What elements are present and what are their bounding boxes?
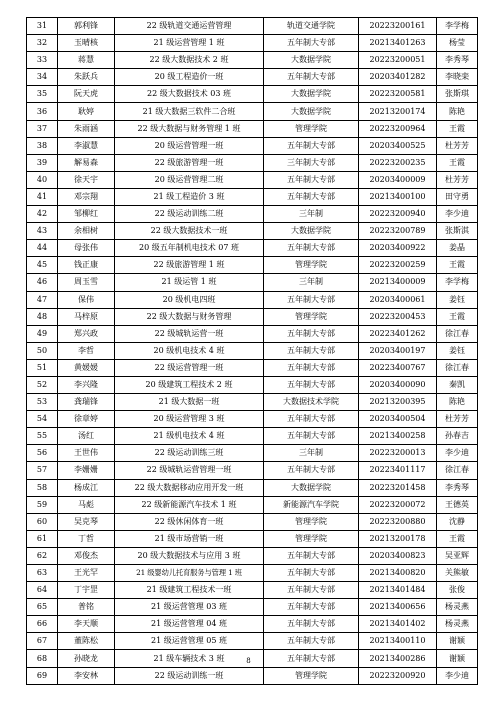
student-id-cell: 20203400504 — [359, 411, 437, 428]
student-name-cell: 普铭 — [58, 599, 115, 616]
student-name-cell: 解易森 — [58, 154, 115, 171]
table-row — [27, 274, 478, 291]
student-name-cell: 龚瑞锋 — [58, 394, 115, 411]
advisor-cell: 关熊敏 — [437, 565, 478, 582]
advisor-cell: 沈静 — [437, 513, 478, 530]
student-id-cell: 20213400100 — [359, 188, 437, 205]
student-name-cell: 董陈松 — [58, 633, 115, 650]
student-id-cell: 20223200789 — [359, 223, 437, 240]
advisor-cell: 陈艳 — [437, 103, 478, 120]
department-cell: 五年制大专部 — [264, 599, 359, 616]
class-name-cell: 20 级大数据技术与应用 3 班 — [115, 547, 264, 564]
class-name-cell: 20 级机电四班 — [115, 291, 264, 308]
row-number-cell: 58 — [27, 479, 58, 496]
department-cell: 管理学院 — [264, 120, 359, 137]
student-name-cell: 王光罕 — [58, 565, 115, 582]
department-cell: 管理学院 — [264, 667, 359, 684]
student-id-cell: 20203400922 — [359, 240, 437, 257]
advisor-cell: 杜芳芳 — [437, 171, 478, 188]
table-row — [27, 616, 478, 633]
class-name-cell: 21 级运管 1 班 — [115, 274, 264, 291]
department-cell: 大数据学院 — [264, 479, 359, 496]
student-name-cell: 丁宇罡 — [58, 582, 115, 599]
row-number-cell: 49 — [27, 325, 58, 342]
department-cell: 三年制 — [264, 274, 359, 291]
row-number-cell: 64 — [27, 582, 58, 599]
department-cell: 五年制大专部 — [264, 69, 359, 86]
advisor-cell: 徐江春 — [437, 325, 478, 342]
advisor-cell: 孙春吉 — [437, 428, 478, 445]
row-number-cell: 60 — [27, 513, 58, 530]
class-name-cell: 22 级休闲体育一班 — [115, 513, 264, 530]
department-cell: 五年制大专部 — [264, 342, 359, 359]
class-name-cell: 20 级建筑工程技术 2 班 — [115, 376, 264, 393]
row-number-cell: 34 — [27, 69, 58, 86]
class-name-cell: 22 级城轨运营管理一班 — [115, 462, 264, 479]
class-name-cell: 21 级车辆技术 3 班 — [115, 650, 264, 667]
student-name-cell: 李安林 — [58, 667, 115, 684]
student-id-cell: 20223401262 — [359, 325, 437, 342]
advisor-cell: 王德英 — [437, 496, 478, 513]
row-number-cell: 48 — [27, 308, 58, 325]
advisor-cell: 王霞 — [437, 120, 478, 137]
student-name-cell: 李兴隆 — [58, 376, 115, 393]
row-number-cell: 35 — [27, 86, 58, 103]
student-name-cell: 马彪 — [58, 496, 115, 513]
row-number-cell: 65 — [27, 599, 58, 616]
department-cell: 五年制大专部 — [264, 462, 359, 479]
student-id-cell: 20223200161 — [359, 18, 437, 35]
table-row — [27, 547, 478, 564]
row-number-cell: 57 — [27, 462, 58, 479]
class-name-cell: 22 级运动训练三班 — [115, 445, 264, 462]
department-cell: 五年制大专部 — [264, 411, 359, 428]
row-number-cell: 69 — [27, 667, 58, 684]
student-id-cell: 20223200581 — [359, 86, 437, 103]
student-id-cell: 20223200013 — [359, 445, 437, 462]
advisor-cell: 秦凯 — [437, 376, 478, 393]
student-id-cell: 20213400286 — [359, 650, 437, 667]
department-cell: 五年制大专部 — [264, 376, 359, 393]
row-number-cell: 46 — [27, 274, 58, 291]
department-cell: 三年制大专部 — [264, 154, 359, 171]
advisor-cell: 李学梅 — [437, 18, 478, 35]
student-id-cell: 20223400767 — [359, 359, 437, 376]
student-name-cell: 李淑慧 — [58, 137, 115, 154]
row-number-cell: 38 — [27, 137, 58, 154]
class-name-cell: 21 级工程造价 3 班 — [115, 188, 264, 205]
advisor-cell: 李秀琴 — [437, 479, 478, 496]
class-name-cell: 20 级运营管理二班 — [115, 171, 264, 188]
table-row — [27, 291, 478, 308]
class-name-cell: 20 级运营管理 3 班 — [115, 411, 264, 428]
department-cell: 大数据学院 — [264, 223, 359, 240]
row-number-cell: 43 — [27, 223, 58, 240]
table-row — [27, 188, 478, 205]
advisor-cell: 田守勇 — [437, 188, 478, 205]
student-name-cell: 朱跃兵 — [58, 69, 115, 86]
table-row — [27, 137, 478, 154]
student-id-cell: 20203400061 — [359, 291, 437, 308]
class-name-cell: 22 级大数据技术一班 — [115, 223, 264, 240]
student-id-cell: 20223200051 — [359, 52, 437, 69]
student-id-cell: 20203401282 — [359, 69, 437, 86]
student-name-cell: 母张伟 — [58, 240, 115, 257]
student-name-cell: 保伟 — [58, 291, 115, 308]
row-number-cell: 59 — [27, 496, 58, 513]
table-row — [27, 479, 478, 496]
table-row — [27, 565, 478, 582]
advisor-cell: 张俊 — [437, 582, 478, 599]
advisor-cell: 徐江春 — [437, 462, 478, 479]
class-name-cell: 22 级旅游管理一班 — [115, 154, 264, 171]
student-name-cell: 黄媛媛 — [58, 359, 115, 376]
department-cell: 管理学院 — [264, 513, 359, 530]
table-row — [27, 359, 478, 376]
department-cell: 五年制大专部 — [264, 171, 359, 188]
student-id-cell: 20203400525 — [359, 137, 437, 154]
student-id-cell: 20213200174 — [359, 103, 437, 120]
roster-body — [27, 18, 478, 685]
student-name-cell: 李哲 — [58, 342, 115, 359]
table-row — [27, 240, 478, 257]
class-name-cell: 22 级大数据技术 03 班 — [115, 86, 264, 103]
department-cell: 五年制大专部 — [264, 633, 359, 650]
department-cell: 管理学院 — [264, 308, 359, 325]
student-name-cell: 蒋慧 — [58, 52, 115, 69]
class-name-cell: 21 级运营管理 03 班 — [115, 599, 264, 616]
class-name-cell: 21 级运营管理 1 班 — [115, 35, 264, 52]
table-row — [27, 462, 478, 479]
advisor-cell: 徐江春 — [437, 359, 478, 376]
advisor-cell: 李晓栾 — [437, 69, 478, 86]
table-row — [27, 376, 478, 393]
row-number-cell: 56 — [27, 445, 58, 462]
department-cell: 管理学院 — [264, 257, 359, 274]
department-cell: 五年制大专部 — [264, 650, 359, 667]
student-id-cell: 20213400258 — [359, 428, 437, 445]
table-row — [27, 394, 478, 411]
student-name-cell: 朱雨涵 — [58, 120, 115, 137]
class-name-cell: 21 级大数据一班 — [115, 394, 264, 411]
student-name-cell: 李天顺 — [58, 616, 115, 633]
student-name-cell: 徐章婷 — [58, 411, 115, 428]
table-row — [27, 428, 478, 445]
department-cell: 五年制大专部 — [264, 565, 359, 582]
advisor-cell: 李少迪 — [437, 667, 478, 684]
advisor-cell: 谢颖 — [437, 650, 478, 667]
advisor-cell: 王霞 — [437, 154, 478, 171]
student-id-cell: 20203400090 — [359, 376, 437, 393]
class-name-cell: 21 级建筑工程技术一班 — [115, 582, 264, 599]
row-number-cell: 37 — [27, 120, 58, 137]
student-name-cell: 王世伟 — [58, 445, 115, 462]
department-cell: 轨道交通学院 — [264, 18, 359, 35]
class-name-cell: 22 级大数据移动应用开发一班 — [115, 479, 264, 496]
row-number-cell: 67 — [27, 633, 58, 650]
student-name-cell: 周玉雪 — [58, 274, 115, 291]
advisor-cell: 杨灵燕 — [437, 599, 478, 616]
department-cell: 大数据技术学院 — [264, 394, 359, 411]
student-name-cell: 阮天虎 — [58, 86, 115, 103]
row-number-cell: 40 — [27, 171, 58, 188]
student-id-cell: 20223200940 — [359, 206, 437, 223]
row-number-cell: 31 — [27, 18, 58, 35]
table-row — [27, 530, 478, 547]
department-cell: 大数据学院 — [264, 86, 359, 103]
advisor-cell: 吴亚辉 — [437, 547, 478, 564]
row-number-cell: 44 — [27, 240, 58, 257]
student-name-cell: 耿婷 — [58, 103, 115, 120]
department-cell: 三年制 — [264, 206, 359, 223]
table-row — [27, 35, 478, 52]
student-id-cell: 20213200178 — [359, 530, 437, 547]
student-name-cell: 邓宗翔 — [58, 188, 115, 205]
student-id-cell: 20223200920 — [359, 667, 437, 684]
student-id-cell: 20213400009 — [359, 274, 437, 291]
student-name-cell: 郑兴政 — [58, 325, 115, 342]
class-name-cell: 20 级工程造价一班 — [115, 69, 264, 86]
student-name-cell: 孙晓龙 — [58, 650, 115, 667]
student-name-cell: 邹柳红 — [58, 206, 115, 223]
student-id-cell: 20213200395 — [359, 394, 437, 411]
student-name-cell: 邓俊杰 — [58, 547, 115, 564]
student-name-cell: 汤红 — [58, 428, 115, 445]
table-row — [27, 257, 478, 274]
department-cell: 新能源汽车学院 — [264, 496, 359, 513]
advisor-cell: 王霞 — [437, 308, 478, 325]
department-cell: 五年制大专部 — [264, 137, 359, 154]
department-cell: 五年制大专部 — [264, 240, 359, 257]
table-row — [27, 582, 478, 599]
student-name-cell: 杨成江 — [58, 479, 115, 496]
student-id-cell: 20203400823 — [359, 547, 437, 564]
table-row — [27, 342, 478, 359]
student-id-cell: 20213401263 — [359, 35, 437, 52]
row-number-cell: 66 — [27, 616, 58, 633]
student-roster-table — [26, 17, 478, 685]
department-cell: 五年制大专部 — [264, 616, 359, 633]
advisor-cell: 李秀琴 — [437, 52, 478, 69]
class-name-cell: 21 级运营管理 05 班 — [115, 633, 264, 650]
department-cell: 管理学院 — [264, 530, 359, 547]
advisor-cell: 陈艳 — [437, 394, 478, 411]
student-id-cell: 20213401484 — [359, 582, 437, 599]
department-cell: 五年制大专部 — [264, 582, 359, 599]
student-id-cell: 20213400656 — [359, 599, 437, 616]
student-name-cell: 郭利锋 — [58, 18, 115, 35]
department-cell: 五年制大专部 — [264, 547, 359, 564]
student-id-cell: 20223201458 — [359, 479, 437, 496]
class-name-cell: 20 级运营管理一班 — [115, 137, 264, 154]
table-row — [27, 411, 478, 428]
student-name-cell: 马梓原 — [58, 308, 115, 325]
table-row — [27, 633, 478, 650]
row-number-cell: 33 — [27, 52, 58, 69]
advisor-cell: 王霞 — [437, 257, 478, 274]
class-name-cell: 22 级运动训练一班 — [115, 667, 264, 684]
table-row — [27, 69, 478, 86]
advisor-cell: 张斯琪 — [437, 86, 478, 103]
table-row — [27, 86, 478, 103]
student-id-cell: 20223200453 — [359, 308, 437, 325]
department-cell: 五年制大专部 — [264, 359, 359, 376]
row-number-cell: 39 — [27, 154, 58, 171]
advisor-cell: 王霞 — [437, 530, 478, 547]
row-number-cell: 68 — [27, 650, 58, 667]
advisor-cell: 谢颖 — [437, 633, 478, 650]
row-number-cell: 61 — [27, 530, 58, 547]
table-row — [27, 120, 478, 137]
table-row — [27, 52, 478, 69]
row-number-cell: 47 — [27, 291, 58, 308]
class-name-cell: 22 级大数据技术 2 班 — [115, 52, 264, 69]
student-name-cell: 钱正康 — [58, 257, 115, 274]
class-name-cell: 22 级新能源汽车技术 1 班 — [115, 496, 264, 513]
student-name-cell: 余相树 — [58, 223, 115, 240]
class-name-cell: 21 级大数据三软件二合班 — [115, 103, 264, 120]
class-name-cell: 21 级婴幼儿托育服务与管理 1 班 — [115, 565, 264, 582]
student-id-cell: 20223200072 — [359, 496, 437, 513]
department-cell: 五年制大专部 — [264, 325, 359, 342]
advisor-cell: 杨灵燕 — [437, 616, 478, 633]
row-number-cell: 55 — [27, 428, 58, 445]
student-id-cell: 20213401402 — [359, 616, 437, 633]
advisor-cell: 杜芳芳 — [437, 411, 478, 428]
row-number-cell: 54 — [27, 411, 58, 428]
advisor-cell: 姜晶 — [437, 240, 478, 257]
table-row — [27, 496, 478, 513]
department-cell: 三年制 — [264, 445, 359, 462]
class-name-cell: 22 级运营管理一班 — [115, 359, 264, 376]
student-name-cell: 徐天宇 — [58, 171, 115, 188]
table-row — [27, 445, 478, 462]
department-cell: 五年制大专部 — [264, 428, 359, 445]
advisor-cell: 李少迪 — [437, 206, 478, 223]
class-name-cell: 22 级旅游管理 1 班 — [115, 257, 264, 274]
class-name-cell: 21 级市场营销一班 — [115, 530, 264, 547]
advisor-cell: 杨莹 — [437, 35, 478, 52]
student-name-cell: 玉晴核 — [58, 35, 115, 52]
class-name-cell: 22 级运动训练二班 — [115, 206, 264, 223]
row-number-cell: 41 — [27, 188, 58, 205]
class-name-cell: 22 级轨道交通运营管理 — [115, 18, 264, 35]
table-row — [27, 171, 478, 188]
row-number-cell: 52 — [27, 376, 58, 393]
row-number-cell: 51 — [27, 359, 58, 376]
row-number-cell: 36 — [27, 103, 58, 120]
student-name-cell: 丁哲 — [58, 530, 115, 547]
department-cell: 五年制大专部 — [264, 188, 359, 205]
department-cell: 大数据学院 — [264, 103, 359, 120]
advisor-cell: 李学梅 — [437, 274, 478, 291]
class-name-cell: 21 级机电技术 4 班 — [115, 428, 264, 445]
row-number-cell: 32 — [27, 35, 58, 52]
table-row — [27, 667, 478, 684]
page-number: 8 — [246, 657, 251, 665]
advisor-cell: 张斯淇 — [437, 223, 478, 240]
student-id-cell: 20213400110 — [359, 633, 437, 650]
row-number-cell: 62 — [27, 547, 58, 564]
table-row — [27, 103, 478, 120]
student-id-cell: 20223200235 — [359, 154, 437, 171]
student-id-cell: 20223200880 — [359, 513, 437, 530]
class-name-cell: 21 级运营管理 04 班 — [115, 616, 264, 633]
student-id-cell: 20203400197 — [359, 342, 437, 359]
row-number-cell: 63 — [27, 565, 58, 582]
student-id-cell: 20223401117 — [359, 462, 437, 479]
department-cell: 五年制大专部 — [264, 291, 359, 308]
student-id-cell: 20223200964 — [359, 120, 437, 137]
department-cell: 五年制大专部 — [264, 35, 359, 52]
table-row — [27, 18, 478, 35]
student-name-cell: 李姗姗 — [58, 462, 115, 479]
class-name-cell: 22 级城轨运营一班 — [115, 325, 264, 342]
advisor-cell: 姜钰 — [437, 342, 478, 359]
class-name-cell: 22 级大数据与财务管理 1 班 — [115, 120, 264, 137]
table-row — [27, 325, 478, 342]
student-id-cell: 20203400009 — [359, 171, 437, 188]
table-row — [27, 599, 478, 616]
row-number-cell: 50 — [27, 342, 58, 359]
table-row — [27, 223, 478, 240]
table-row — [27, 308, 478, 325]
advisor-cell: 杜芳芳 — [437, 137, 478, 154]
student-id-cell: 20213400820 — [359, 565, 437, 582]
row-number-cell: 45 — [27, 257, 58, 274]
student-name-cell: 吴克琴 — [58, 513, 115, 530]
department-cell: 大数据学院 — [264, 52, 359, 69]
row-number-cell: 42 — [27, 206, 58, 223]
student-id-cell: 20223200259 — [359, 257, 437, 274]
class-name-cell: 20 级五年制机电技术 07 班 — [115, 240, 264, 257]
table-row — [27, 206, 478, 223]
class-name-cell: 20 级机电技术 4 班 — [115, 342, 264, 359]
advisor-cell: 李少迪 — [437, 445, 478, 462]
table-row — [27, 154, 478, 171]
row-number-cell: 53 — [27, 394, 58, 411]
class-name-cell: 22 级大数据与财务管理 — [115, 308, 264, 325]
table-row — [27, 513, 478, 530]
advisor-cell: 姜钰 — [437, 291, 478, 308]
